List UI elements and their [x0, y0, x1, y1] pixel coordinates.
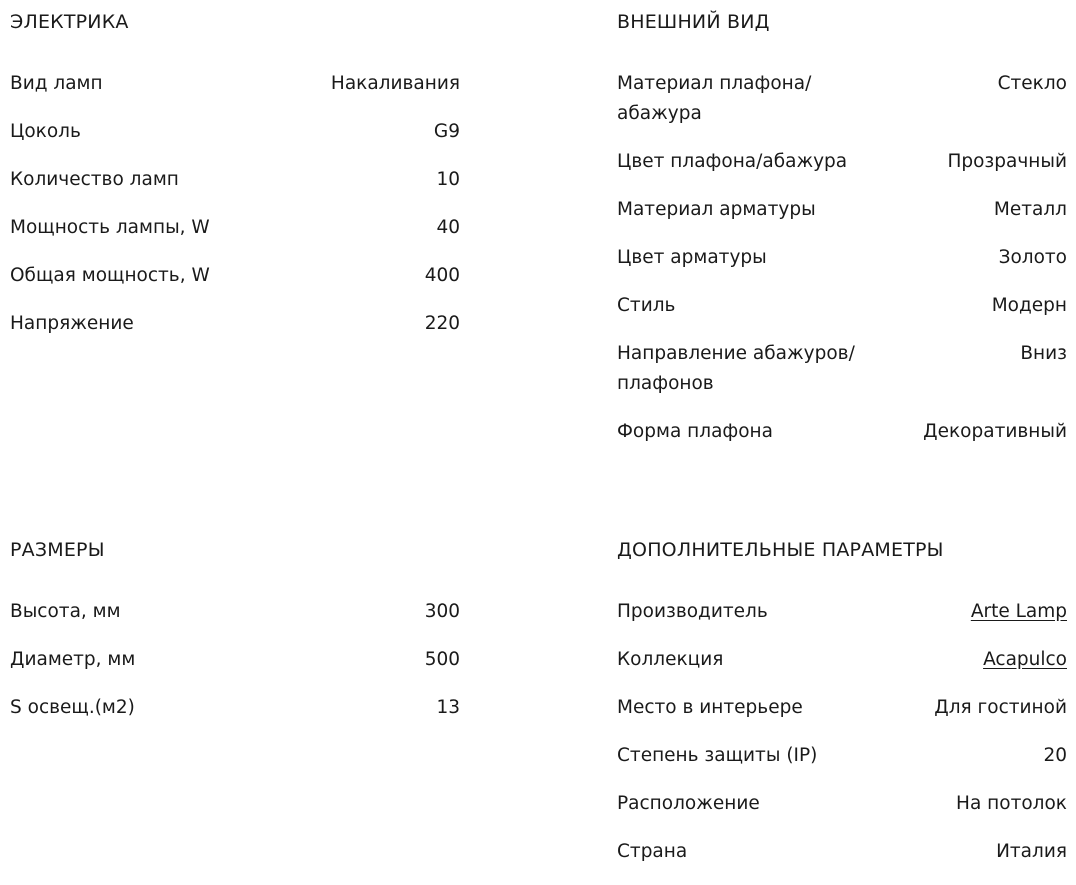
spec-label: Напряжение — [10, 313, 134, 334]
spec-value: Золото — [998, 247, 1067, 268]
spec-row — [10, 117, 460, 147]
spec-label: Расположение — [617, 793, 760, 814]
spec-row — [617, 597, 1067, 627]
spec-value: 300 — [424, 601, 460, 622]
spec-label: Производитель — [617, 601, 768, 622]
section-title: ДОПОЛНИТЕЛЬНЫЕ ПАРАМЕТРЫ — [617, 539, 944, 561]
electrics-section — [10, 10, 460, 357]
spec-label: Коллекция — [617, 649, 724, 670]
spec-value: Металл — [993, 199, 1067, 220]
spec-label: Количество ламп — [10, 169, 179, 190]
spec-row — [617, 243, 1067, 273]
spec-row — [617, 645, 1067, 675]
spec-row — [617, 69, 1067, 129]
section-title: ВНЕШНИЙ ВИД — [617, 11, 770, 33]
collection-link[interactable]: Acapulco — [983, 649, 1067, 670]
spec-value: Декоративный — [923, 421, 1067, 442]
spec-value: Накаливания — [330, 73, 460, 94]
spec-label: Стиль — [617, 295, 676, 316]
spec-value: Для гостиной — [934, 697, 1067, 718]
spec-label: Степень защиты (IP) — [617, 745, 818, 766]
spec-label: Материал арматуры — [617, 199, 816, 220]
spec-label: Диаметр, мм — [10, 649, 136, 670]
spec-label: Форма плафона — [617, 421, 773, 442]
spec-row — [617, 291, 1067, 321]
spec-row — [10, 69, 460, 99]
spec-value: Стекло — [997, 73, 1067, 94]
spec-label: Мощность лампы, W — [10, 217, 210, 238]
spec-label: Направление абажуров/ плафонов — [617, 343, 855, 394]
spec-value: 400 — [424, 265, 460, 286]
spec-row — [10, 261, 460, 291]
spec-value: Вниз — [1020, 343, 1067, 364]
spec-row — [617, 837, 1067, 867]
spec-label: Высота, мм — [10, 601, 121, 622]
spec-label: Материал плафона/ абажура — [617, 73, 812, 124]
spec-label: Цоколь — [10, 121, 81, 142]
spec-row — [10, 597, 460, 627]
spec-row — [617, 147, 1067, 177]
spec-row — [617, 741, 1067, 771]
spec-row — [10, 165, 460, 195]
spec-row — [10, 309, 460, 339]
spec-row — [617, 417, 1067, 447]
section-title: ЭЛЕКТРИКА — [10, 11, 129, 33]
spec-label: S освещ.(м2) — [10, 697, 135, 718]
spec-value: Модерн — [991, 295, 1067, 316]
spec-value: 40 — [436, 217, 460, 238]
spec-value: G9 — [433, 121, 460, 142]
section-title: РАЗМЕРЫ — [10, 539, 105, 561]
appearance-section — [617, 10, 1067, 465]
extra-params-section — [617, 538, 1067, 885]
spec-value: На потолок — [956, 793, 1067, 814]
spec-value: 500 — [424, 649, 460, 670]
spec-label: Общая мощность, W — [10, 265, 210, 286]
spec-row — [10, 645, 460, 675]
spec-row — [617, 339, 1067, 399]
spec-value: Италия — [996, 841, 1067, 862]
spec-row — [617, 789, 1067, 819]
spec-row — [10, 213, 460, 243]
spec-row — [617, 693, 1067, 723]
spec-value: 10 — [436, 169, 460, 190]
spec-label: Цвет плафона/абажура — [617, 151, 848, 172]
spec-value: 13 — [436, 697, 460, 718]
spec-value: 220 — [424, 313, 460, 334]
spec-label: Цвет арматуры — [617, 247, 767, 268]
spec-label: Страна — [617, 841, 688, 862]
spec-row — [10, 693, 460, 723]
dimensions-section — [10, 538, 460, 741]
manufacturer-link[interactable]: Arte Lamp — [970, 601, 1067, 622]
spec-value: Прозрачный — [947, 151, 1067, 172]
spec-label: Вид ламп — [10, 73, 103, 94]
spec-label: Место в интерьере — [617, 697, 803, 718]
spec-value: 20 — [1043, 745, 1067, 766]
spec-row — [617, 195, 1067, 225]
